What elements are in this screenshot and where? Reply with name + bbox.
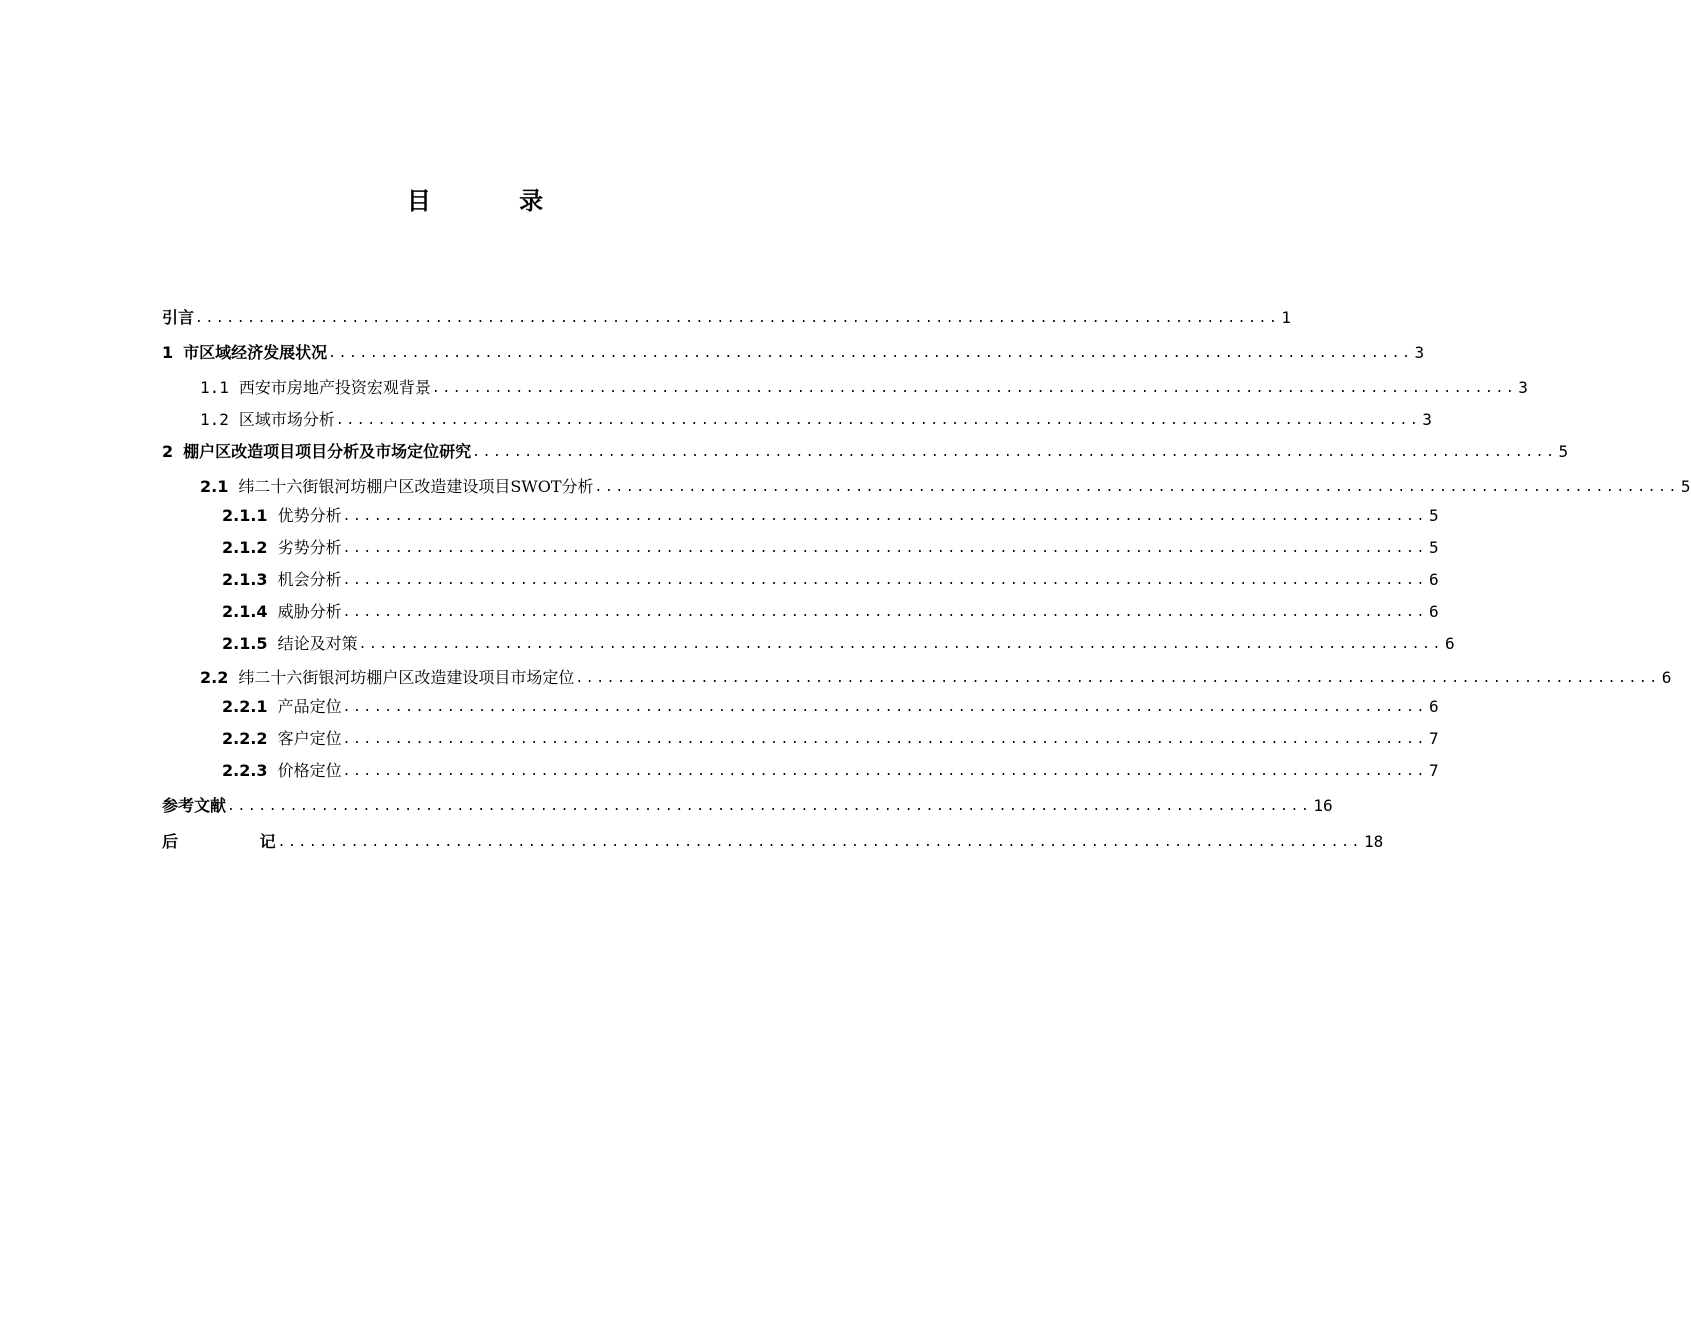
dot-leader: ........................................................................................................ [342,509,1427,524]
toc-entry-title: 产品定位 [277,697,342,716]
toc-entry-label [162,441,471,463]
dot-leader: ........................................................................................................ [342,605,1427,620]
toc-entry-number: 2 [162,442,174,461]
toc-entry-page: 7 [1428,729,1439,748]
toc-entry-number: 2.2.1 [222,697,268,716]
toc-entry-title: 威胁分析 [277,602,342,621]
dot-leader: ........................................................................................................ [277,835,1362,850]
toc-entry-section-2-2[interactable] [162,665,1672,689]
toc-entry-label [222,633,358,655]
dot-leader: ........................................................................................................ [594,480,1679,495]
toc-entry-page: 16 [1313,796,1333,815]
dot-leader: ........................................................................................................ [335,413,1421,428]
toc-entry-number: 2.2.2 [222,729,268,748]
toc-entry-page: 3 [1422,410,1432,429]
toc-entry-page: 6 [1661,668,1672,687]
toc-entry-title: 后 记 [162,832,314,851]
toc-entry-title: 机会分析 [277,570,342,589]
toc-entry-section-2-1-2[interactable] [162,535,1439,559]
toc-entry-chapter-2[interactable] [162,439,1569,463]
toc-entry-chapter-1[interactable] [162,340,1425,364]
toc-entry-number: 2.2 [200,668,229,687]
toc-entry-label [222,601,342,623]
toc-entry-label [222,728,342,750]
toc-entry-label [222,537,342,559]
toc-entry-title: 引言 [162,308,195,327]
toc-entry-title: 优势分析 [277,506,342,525]
toc-entry-title: 棚户区改造项目项目分析及市场定位研究 [183,442,472,461]
toc-entry-page: 6 [1444,634,1455,653]
toc-entry-title: 市区域经济发展状况 [183,343,328,362]
toc-entry-number: 1.1 [200,378,229,397]
dot-leader: ........................................................................................................ [472,445,1557,460]
toc-entry-title: 价格定位 [277,761,342,780]
toc-entry-number: 1.2 [200,410,229,429]
toc-entry-label [200,409,335,431]
toc-entry-number: 2.1.3 [222,570,268,589]
toc-entry-title: 区域市场分析 [238,410,335,429]
dot-leader: ........................................................................................................ [328,346,1413,361]
toc-entry-page: 5 [1428,538,1439,557]
toc-entry-number: 1 [162,343,174,362]
toc-entry-page: 1 [1281,308,1292,327]
toc-entry-title: 纬二十六街银河坊棚户区改造建设项目SWOT分析 [238,477,594,496]
toc-entry-section-1-2[interactable] [162,407,1432,431]
toc-entry-page: 18 [1363,832,1384,851]
toc-entry-label [162,342,327,364]
toc-entry-label [200,476,594,498]
toc-entry-label [200,667,574,689]
dot-leader: ........................................................................................................ [195,311,1280,326]
toc-entry-page: 5 [1558,442,1569,461]
dot-leader: ........................................................................................................ [342,764,1427,779]
toc-entry-section-2-1-4[interactable] [162,599,1439,623]
toc-entry-number: 2.1.5 [222,634,268,653]
dot-leader: ........................................................................................................ [431,381,1517,396]
toc-entry-page: 5 [1428,506,1439,525]
toc-entry-label [222,696,342,718]
toc-entry-introduction[interactable] [162,305,1292,329]
toc-entry-number: 2.1.1 [222,506,268,525]
toc-entry-page: 7 [1428,761,1439,780]
toc-entry-page: 5 [1680,477,1691,496]
toc-entry-section-2-1-5[interactable] [162,631,1455,655]
toc-entry-title: 西安市房地产投资宏观背景 [238,378,431,397]
toc-entry-title: 劣势分析 [277,538,342,557]
toc-entry-number: 2.1.2 [222,538,268,557]
toc-entry-number: 2.2.3 [222,761,268,780]
table-of-contents [162,0,1691,1344]
toc-entry-title: 纬二十六街银河坊棚户区改造建设项目市场定位 [238,668,575,687]
toc-entry-afterword[interactable] [162,829,1384,853]
toc-entry-page: 6 [1428,602,1439,621]
toc-entry-page: 6 [1428,570,1439,589]
toc-entry-number: 2.1 [200,477,229,496]
toc-entry-title: 参考文献 [162,796,227,815]
dot-leader: ........................................................................................................ [342,732,1427,747]
toc-entry-page: 6 [1428,697,1439,716]
dot-leader: ........................................................................................................ [358,637,1443,652]
dot-leader: ........................................................................................................ [342,573,1427,588]
toc-entry-page: 3 [1518,378,1528,397]
toc-entry-label [222,569,342,591]
page-title: 目 录 [406,187,584,215]
toc-entry-section-2-1[interactable] [162,474,1691,498]
dot-leader: ........................................................................................................ [575,671,1660,686]
toc-entry-title: 结论及对策 [277,634,358,653]
toc-entry-label [222,760,342,782]
toc-entry-title: 客户定位 [277,729,342,748]
dot-leader: ........................................................................................................ [342,700,1427,715]
toc-entry-page: 3 [1414,343,1425,362]
toc-entry-references[interactable] [162,793,1333,817]
dot-leader: ........................................................................................................ [227,799,1312,814]
toc-entry-section-1-1[interactable] [162,375,1528,399]
toc-entry-section-2-1-3[interactable] [162,567,1439,591]
toc-entry-section-2-2-3[interactable] [162,758,1439,782]
toc-entry-section-2-2-2[interactable] [162,726,1439,750]
toc-entry-number: 2.1.4 [222,602,268,621]
toc-entry-label [222,505,342,527]
dot-leader: ........................................................................................................ [342,541,1427,556]
toc-entry-section-2-2-1[interactable] [162,694,1439,718]
toc-entry-section-2-1-1[interactable] [162,503,1439,527]
toc-entry-label [200,377,431,399]
